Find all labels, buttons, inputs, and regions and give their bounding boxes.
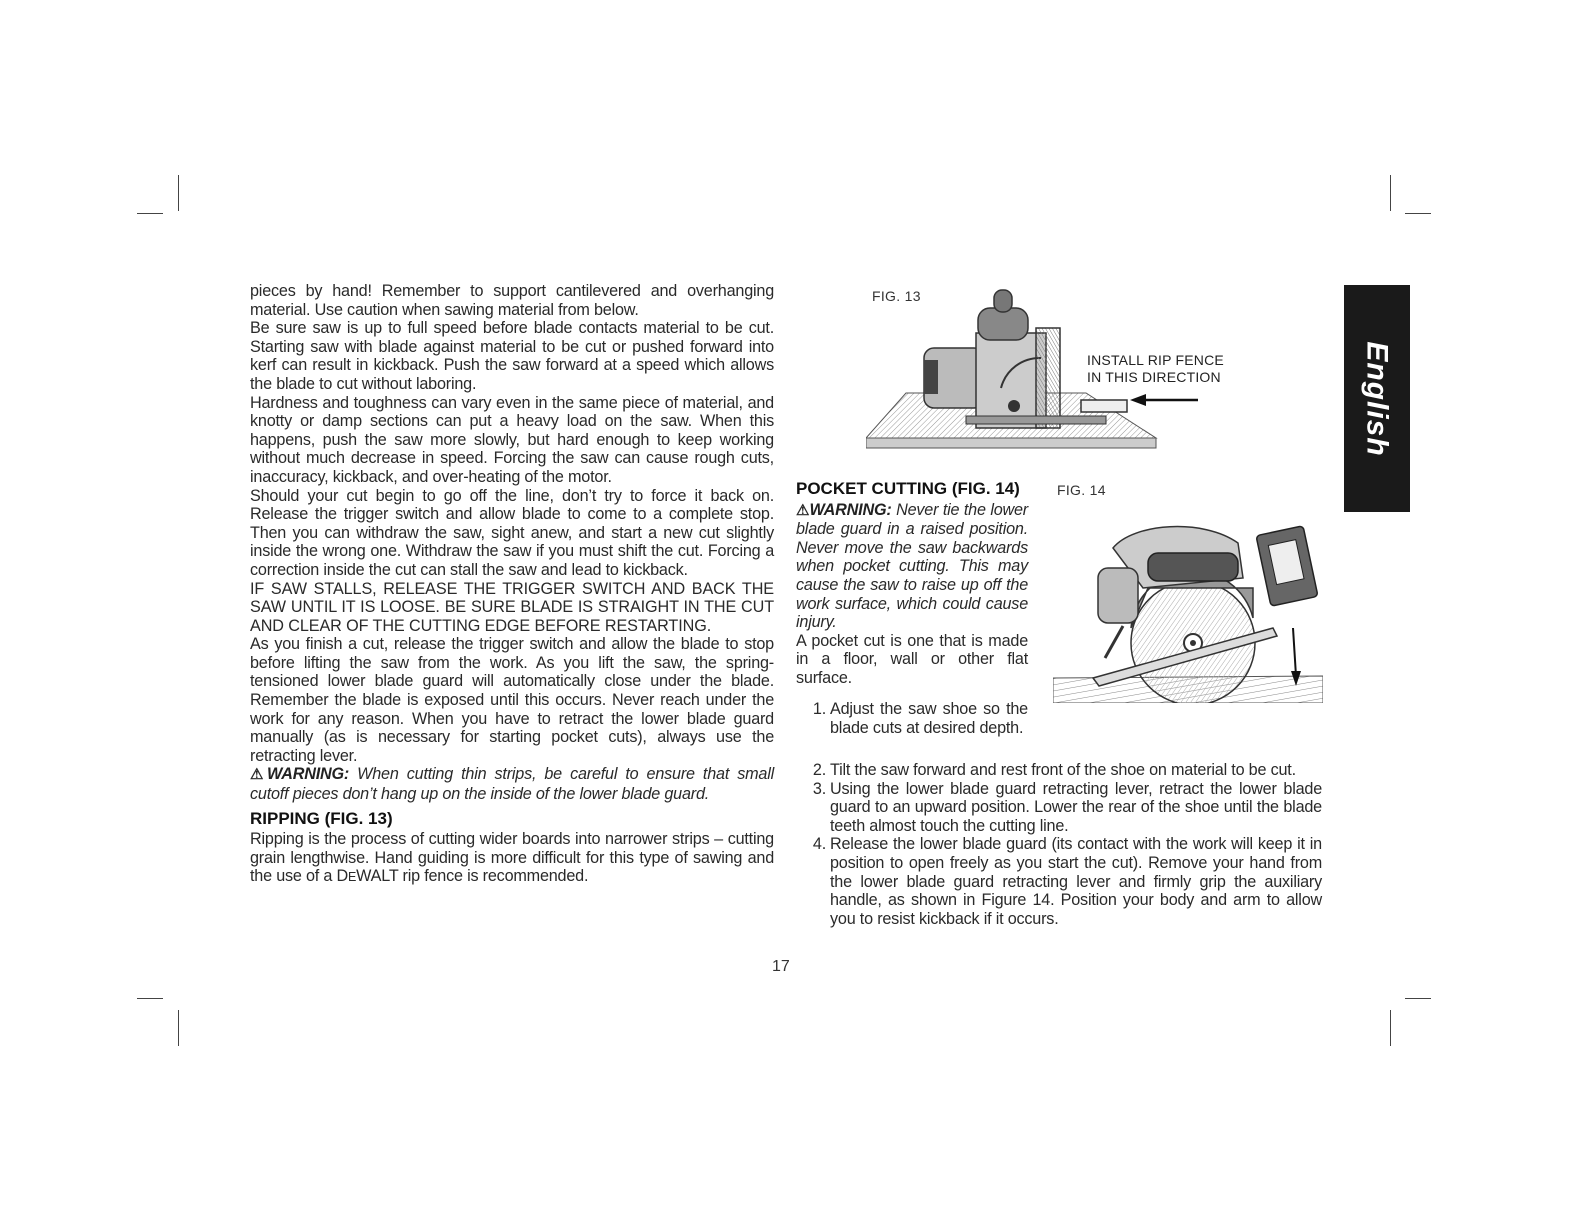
ripping-text-end: rip fence is recommended. [398,867,589,886]
ripping-paragraph [250,830,774,887]
fig13-handle-knob [994,290,1012,312]
crop-mark [178,1010,179,1046]
fig13-callout [1087,352,1224,386]
step-text: Using the lower blade guard retracting lever, retract the lower blade guard to an upward position. Lower the rear of the shoe until the blade teeth almost touch the cutting line. [830,779,1322,835]
ripping-text: Ripping is the process of cutting wider boards into narrower strips – cutting grain lengthwise. Hand guiding is more difficult for this type of sawing and the use of a D [250,830,774,886]
warning-triangle-icon: ⚠ [250,766,268,784]
crop-mark [137,998,163,999]
brand-small-e: E [348,870,357,885]
language-tab-label: English [1361,340,1394,457]
crop-mark [1390,175,1391,211]
fig13-arrow-head [1130,394,1146,406]
fig14-label: FIG. 14 [1057,482,1106,498]
paragraph: Should your cut begin to go off the line, don’t try to force it back on. Release the trigger switch and allow blade to come to a complete stop. Then you can withdraw the saw, sight anew, and start a new cut slightly inside the wrong one. Withdraw the saw if you must shift the cut. Forcing a correction inside the cut can stall the saw and lead to kickback. [250,486,774,579]
fig13-rip-fence [1081,400,1127,412]
fig14-aux-handle [1098,568,1138,623]
ripping-heading: RIPPING (FIG. 13) [250,808,393,828]
pocket-intro: A pocket cut is one that is made in a floor, wall or other flat surface. [796,631,1028,687]
page-number: 17 [772,958,790,975]
left-column [250,282,774,887]
crop-mark [1405,213,1431,214]
crop-mark [1405,998,1431,999]
warning-text: Never tie the lower blade guard in a raised position. Never move the saw backwards when pocket cutting. This may cause the saw to raise up off the work surface, which could cause injury. [796,500,1028,632]
fig13-handle-top [978,308,1028,340]
paragraph: As you finish a cut, release the trigger switch and allow the blade to stop before lifting the saw from the work. As you lift the saw, the spring-tensioned lower blade guard will automatically close under the blade. Remember the blade is exposed until this occurs. Never reach under the work for any reason. When you have to retract the lower blade guard manually (as is necessary for starting pocket cuts), always use the retracting lever. [250,635,774,765]
step-text: Adjust the saw shoe so the blade cuts at desired depth. [830,700,1028,737]
list-item [796,761,1322,780]
brand-rest: WALT [356,867,399,886]
paragraph: Hardness and toughness can vary even in the same piece of material, and knotty or damp sections can put a heavy load on the saw. When this happens, push the saw more slowly, but hard enough to keep working without much decrease in speed. Forcing the saw can cause rough cuts, inaccuracy, kickback, and over-heating of the motor. [250,393,774,486]
paragraph: pieces by hand! Remember to support cantilevered and overhanging material. Use caution when sawing material from below. [250,282,774,319]
fig13-callout-line2: IN THIS DIRECTION [1087,369,1221,385]
crop-mark [178,175,179,211]
fig14-retracting-lever [1105,626,1123,658]
pocket-heading: POCKET CUTTING (FIG. 14) [796,479,1020,498]
step-number: 4. [812,835,826,854]
pocket-warning [796,501,1028,632]
step-text: Tilt the saw forward and rest front of the shoe on material to be cut. [830,761,1296,779]
pocket-column [796,480,1028,688]
step-number: 2. [812,761,826,779]
list-item [796,700,1028,737]
fig14-down-arrow [1293,628,1296,676]
fig13-label: FIG. 13 [872,288,921,304]
paragraph: Be sure saw is up to full speed before blade contacts material to be cut. Starting saw with blade against material to be cut or pushed forward into kerf can result in kickback. Push the saw forward at a speed which allows the blade to cut without laboring. [250,319,774,393]
crop-mark [1390,1010,1391,1046]
language-tab [1344,285,1410,512]
step-number: 1. [812,700,826,718]
fig13-motor-grill [924,360,938,394]
warning-label: WARNING: [267,765,350,784]
fig13-callout-line1: INSTALL RIP FENCE [1087,352,1224,368]
crop-mark [137,213,163,214]
step-number: 3. [812,779,826,798]
list-item [796,780,1322,836]
pocket-steps-1 [796,700,1028,737]
fig14-illustration [1053,508,1323,703]
warning-label: WARNING: [809,500,892,519]
fig13-arbor [1008,400,1020,412]
pocket-steps-2 [796,761,1322,928]
fig13-blade-guard [1036,328,1060,428]
fig14-arbor-center [1190,640,1196,646]
fig14-main-handle [1148,553,1238,581]
warning-text: When cutting thin strips, be careful to ensure that small cutoff pieces don’t hang up on the inside of the lower blade guard. [250,765,774,804]
step-text: Release the lower blade guard (its contact with the work will keep it in position to open freely as you start the cut). Remove your hand from the lower blade guard retracting lever and firmly grip the auxiliary handle, as shown in Figure 14. Position your body and arm to allow you to resist kickback if it occurs. [830,835,1322,928]
list-item [796,835,1322,928]
fig13-shoe [966,416,1106,424]
warning-triangle-icon: ⚠ [796,501,810,519]
fig13-board-edge [866,438,1156,448]
caps-warning-paragraph: IF SAW STALLS, RELEASE THE TRIGGER SWITCH AND BACK THE SAW UNTIL IT IS LOOSE. BE SURE BLADE IS STRAIGHT IN THE CUT AND CLEAR OF THE CUTTING EDGE BEFORE RESTARTING. [250,579,774,635]
thin-strips-warning [250,765,774,803]
